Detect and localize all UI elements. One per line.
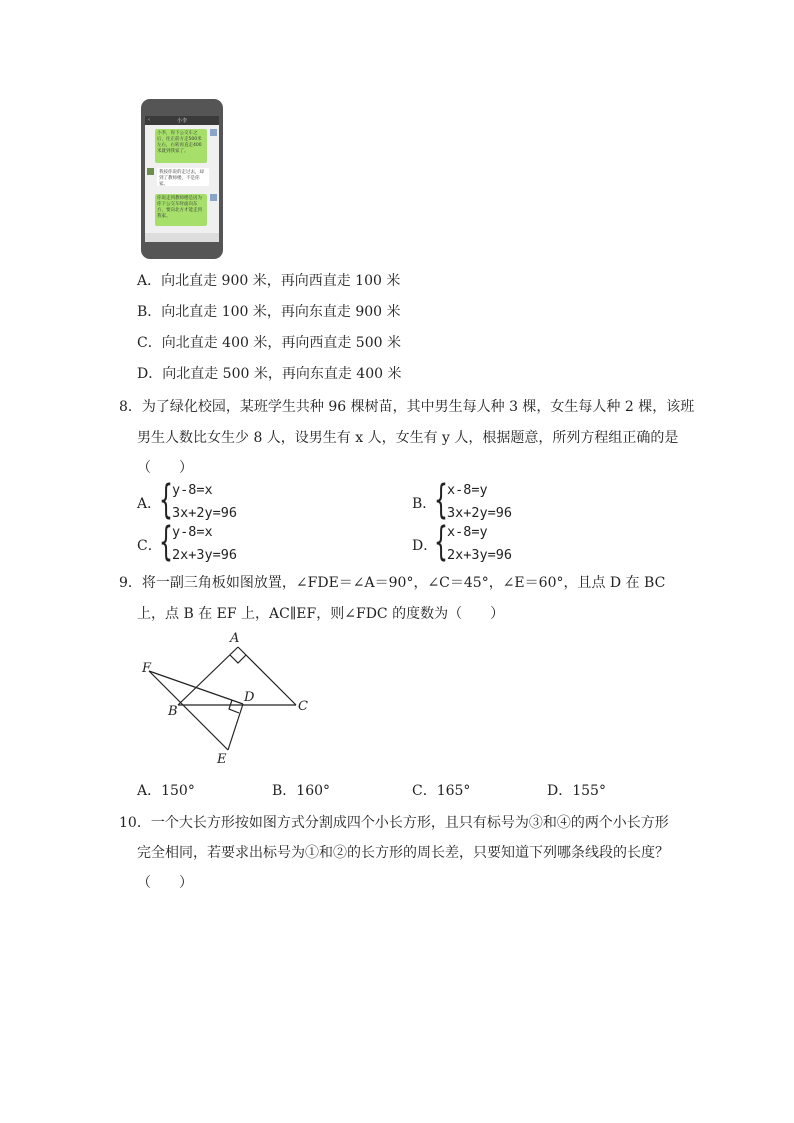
q7-option-b: B．向北直走 100 米，再向东直走 900 米 (137, 304, 401, 320)
q8-option-a-label: A． (137, 496, 162, 512)
q7-option-d: D．向北直走 500 米，再向东直走 400 米 (137, 366, 402, 382)
q7-option-a: A．向北直走 900 米，再向西直走 100 米 (137, 273, 401, 289)
chat-bubble: 你说走到教师楼是因为你下公交车时面向东方，要向北方才能走到我家。 (155, 194, 207, 226)
phone-screen (145, 116, 219, 242)
brace: { (159, 477, 173, 523)
segment-de (228, 704, 243, 750)
triangle-figure (130, 628, 330, 773)
q8-text-line1: 8．为了绿化校园，某班学生共种 96 棵树苗，其中男生每人种 3 棵，女生每人种 2 棵，该班 (119, 399, 695, 415)
q8-text-line2: 男生人数比女生少 8 人，设男生有 x 人，女生有 y 人，根据题意，所列方程组正确的是 (137, 430, 679, 446)
segment-ab (178, 647, 238, 705)
point-label-e: E (217, 752, 227, 767)
avatar (147, 168, 154, 175)
chat-bubble: 小李，你下公交车之后，往正前方走500米左右，右转再直走400米就到我家了。 (155, 129, 207, 163)
brace: { (434, 477, 448, 523)
right-angle-mark-a (230, 655, 246, 663)
q10-answer-blank: （ ） (137, 875, 193, 891)
q9-option-d: D．155° (547, 783, 606, 799)
brace: { (434, 519, 448, 565)
input-bar (145, 233, 219, 242)
chat-bubble: 我按你说的走过去，却到了教师楼，不是你家。 (157, 168, 209, 186)
point-label-c: C (298, 699, 308, 714)
q8-option-b-label: B． (412, 496, 437, 512)
brace: { (159, 519, 173, 565)
avatar (210, 194, 217, 201)
point-label-d: D (244, 690, 255, 705)
q9-text-line2: 上，点 B 在 EF 上，AC∥EF，则∠FDC 的度数为（ ） (137, 606, 505, 622)
segment-fe (149, 671, 228, 750)
q10-text-line2: 完全相同，若要求出标号为①和②的长方形的周长差，只要知道下列哪条线段的长度？ (137, 845, 669, 861)
back-icon: ‹ (148, 117, 150, 123)
q9-option-a: A．150° (137, 783, 195, 799)
q9-text-line1: 9．将一副三角板如图放置，∠FDE＝∠A＝90°，∠C＝45°，∠E＝60°，且点 D 在 BC (119, 575, 666, 591)
q8-option-c-eq1: y-8=x (172, 524, 213, 540)
phone-image (141, 99, 223, 259)
point-label-a: A (230, 631, 240, 646)
chat-title: 小李 (177, 118, 188, 124)
q8-option-a-eq2: 3x+2y=96 (172, 505, 238, 521)
q7-option-c: C．向北直走 400 米，再向西直走 500 米 (137, 335, 401, 351)
q9-option-b: B．160° (272, 783, 331, 799)
q8-option-d-eq1: x-8=y (447, 524, 488, 540)
q9-option-c: C．165° (412, 783, 471, 799)
q8-option-c-eq2: 2x+3y=96 (172, 547, 238, 563)
chat-title-bar (145, 116, 219, 125)
q8-option-b-eq1: x-8=y (447, 482, 488, 498)
q8-option-a-eq1: y-8=x (172, 482, 213, 498)
point-label-f: F (142, 661, 152, 676)
point-label-b: B (168, 704, 178, 719)
q8-option-b-eq2: 3x+2y=96 (447, 505, 513, 521)
avatar (210, 129, 217, 136)
q8-option-d-eq2: 2x+3y=96 (447, 547, 513, 563)
segment-fd (149, 671, 243, 704)
q8-option-c-label: C． (137, 538, 162, 554)
q8-answer-blank: （ ） (137, 460, 193, 476)
q10-text-line1: 10．一个大长方形按如图方式分割成四个小长方形，且只有标号为③和④的两个小长方形 (119, 815, 669, 831)
q8-option-d-label: D． (412, 538, 438, 554)
